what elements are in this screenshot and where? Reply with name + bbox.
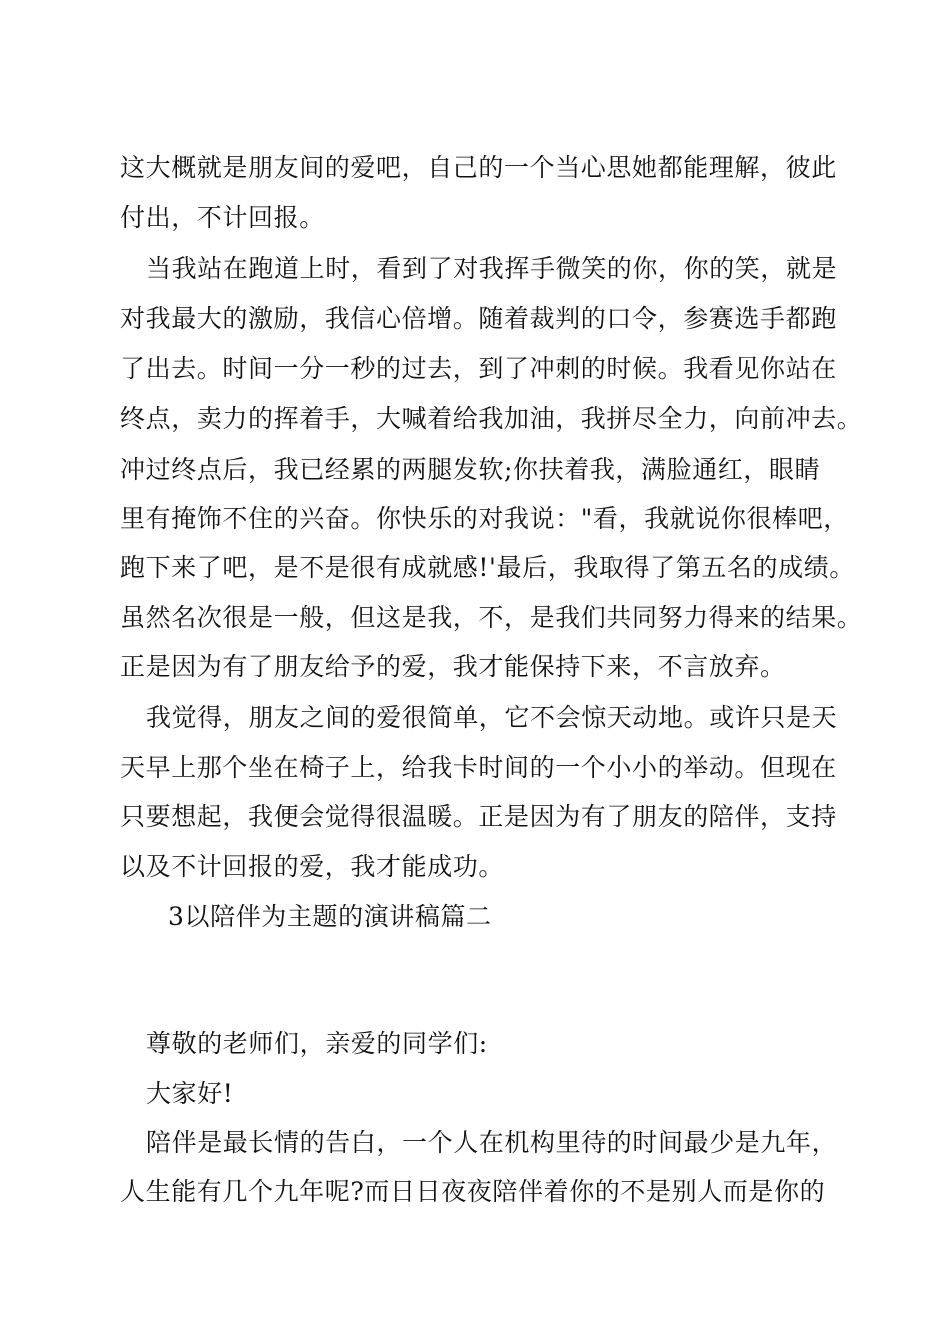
text-line: 以及不计回报的爱，我才能成功。 — [120, 852, 505, 881]
text-line: 人生能有几个九年呢?而日日夜夜陪伴着你的不是别人而是你的 — [120, 1177, 826, 1206]
text-line: 冲过终点后，我已经累的两腿发软;你扶着我，满脸通红，眼睛 — [120, 455, 821, 484]
text-line: 正是因为有了朋友给予的爱，我才能保持下来，不言放弃。 — [120, 652, 786, 681]
salutation: 尊敬的老师们，亲爱的同学们: — [146, 1029, 488, 1058]
text-line: 付出，不计回报。 — [120, 203, 325, 232]
section-heading: 3以陪伴为主题的演讲稿篇二 — [168, 902, 492, 931]
text-line: 这大概就是朋友间的爱吧，自己的一个当心思她都能理解，彼此 — [120, 153, 837, 182]
text-line: 里有掩饰不住的兴奋。你快乐的对我说："看，我就说你很棒吧， — [120, 504, 849, 533]
text-line: 只要想起，我便会觉得很温暖。正是因为有了朋友的陪伴，支持 — [120, 802, 837, 831]
text-line: 了出去。时间一分一秒的过去，到了冲刺的时候。我看见你站在 — [120, 354, 837, 383]
text-line: 虽然名次很是一般，但这是我，不，是我们共同努力得来的结果。 — [120, 603, 863, 632]
text-line: 我觉得，朋友之间的爱很简单，它不会惊天动地。或许只是天 — [146, 703, 838, 732]
text-line: 当我站在跑道上时，看到了对我挥手微笑的你，你的笑，就是 — [146, 254, 838, 283]
text-line: 对我最大的激励，我信心倍增。随着裁判的口令，参赛选手都跑 — [120, 304, 837, 333]
text-line: 终点，卖力的挥着手，大喊着给我加油，我拼尽全力，向前冲去。 — [120, 404, 863, 433]
greeting: 大家好! — [146, 1079, 234, 1108]
text-line: 天早上那个坐在椅子上，给我卡时间的一个小小的举动。但现在 — [120, 753, 837, 782]
text-line: 跑下来了吧，是不是很有成就感!'最后，我取得了第五名的成绩。 — [120, 553, 855, 582]
text-line: 陪伴是最长情的告白，一个人在机构里待的时间最少是九年， — [146, 1128, 838, 1157]
